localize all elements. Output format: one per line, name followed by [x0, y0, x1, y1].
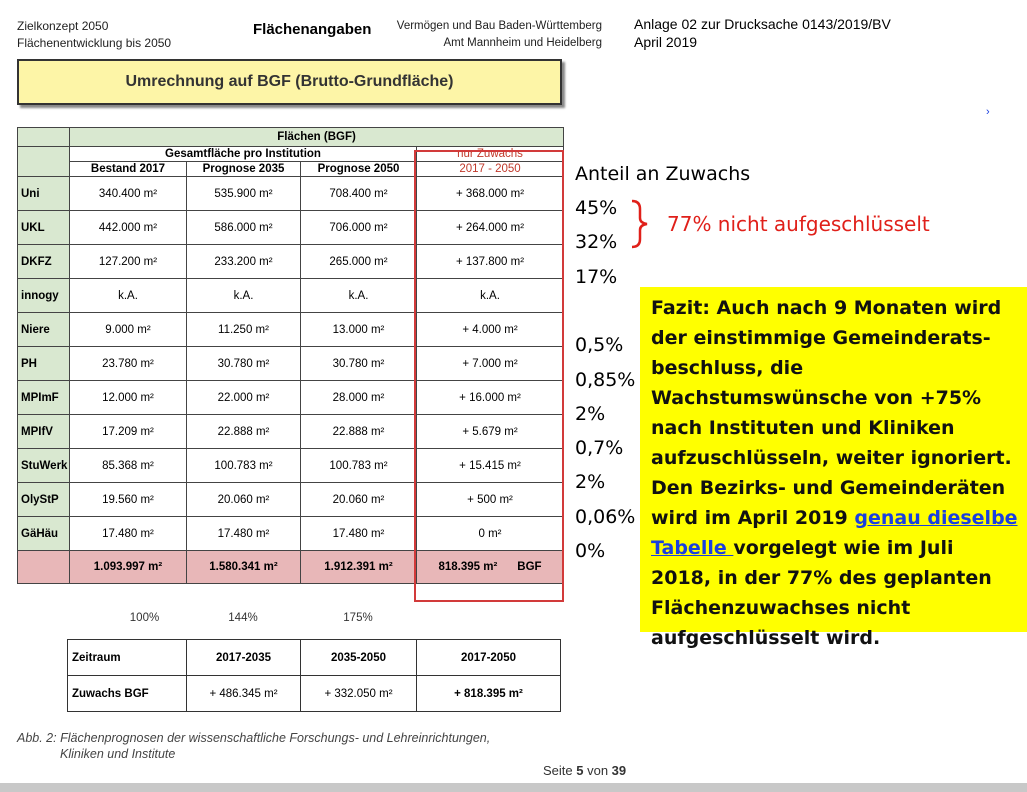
anlage-ref: Anlage 02 zur Drucksache 0143/2019/BV	[634, 16, 891, 32]
row-label: StuWerk	[18, 449, 70, 483]
sum-cell: 1.093.997 m²	[70, 551, 187, 584]
period-header: 2035-2050	[301, 640, 417, 676]
sum-cell-zuwachs	[417, 551, 564, 584]
figure-caption	[17, 730, 490, 762]
table-row	[18, 177, 564, 211]
share-value: 0,7%	[575, 437, 624, 460]
header-subtitle: Flächenentwicklung bis 2050	[17, 36, 172, 50]
header-anlage	[634, 15, 891, 51]
zuwachs-cell: + 16.000 m²	[417, 381, 564, 415]
table-row	[18, 347, 564, 381]
area-cell: 340.400 m²	[70, 177, 187, 211]
header-right	[380, 18, 602, 52]
fazit-text-before: Fazit: Auch nach 9 Monaten wird der einstimmige Gemeinderats-beschluss, die Wachstumswünsche von +75% nach Instituten und Kliniken aufzuschlüsseln, weiter ignoriert. Den Bezirks- und Gemeinderäten wird im April 2019	[651, 297, 1012, 529]
fazit-box	[640, 287, 1027, 649]
table-row	[18, 381, 564, 415]
page-total: 39	[611, 763, 627, 778]
area-cell: 708.400 m²	[301, 177, 417, 211]
area-cell: k.A.	[70, 279, 187, 313]
column-header: 2017 - 2050	[417, 162, 564, 177]
page-prefix: Seite	[543, 763, 577, 778]
zuwachs-cell: + 15.415 m²	[417, 449, 564, 483]
table-row	[18, 279, 564, 313]
table-row	[18, 211, 564, 245]
area-cell: 100.783 m²	[301, 449, 417, 483]
table-corner	[18, 128, 70, 147]
area-cell: 265.000 m²	[301, 245, 417, 279]
row-label: MPIfV	[18, 415, 70, 449]
area-cell: 20.060 m²	[187, 483, 301, 517]
share-value: 0,85%	[575, 368, 636, 391]
area-cell: k.A.	[187, 279, 301, 313]
area-cell: 17.209 m²	[70, 415, 187, 449]
area-cell: 17.480 m²	[301, 517, 417, 551]
area-cell: 23.780 m²	[70, 347, 187, 381]
table-row	[18, 517, 564, 551]
corner-mark: ›	[986, 106, 990, 118]
zuwachs-cell: + 500 m²	[417, 483, 564, 517]
area-table	[17, 127, 564, 584]
row-label: DKFZ	[18, 245, 70, 279]
row-label: Niere	[18, 313, 70, 347]
area-cell: 22.000 m²	[187, 381, 301, 415]
area-cell: 17.480 m²	[70, 517, 187, 551]
period-cell: + 332.050 m²	[301, 676, 417, 712]
row-label: UKL	[18, 211, 70, 245]
area-cell: 20.060 m²	[301, 483, 417, 517]
table-corner-2	[18, 147, 70, 177]
caption-line-2: Kliniken und Institute	[60, 747, 176, 761]
zuwachs-cell: k.A.	[417, 279, 564, 313]
zuwachs-cell: + 137.800 m²	[417, 245, 564, 279]
zuwachs-cell: + 5.679 m²	[417, 415, 564, 449]
percent-2035: 144%	[228, 612, 258, 624]
bracket-label: 77% nicht aufgeschlüsselt	[667, 212, 930, 236]
bottom-bar	[0, 783, 1027, 792]
area-cell: 22.888 m²	[301, 415, 417, 449]
share-value: 0,06%	[575, 505, 636, 528]
area-cell: 233.200 m²	[187, 245, 301, 279]
table-row	[18, 313, 564, 347]
area-cell: 30.780 m²	[187, 347, 301, 381]
period-header: Zeitraum	[68, 640, 187, 676]
row-label: MPImF	[18, 381, 70, 415]
sum-unit: BGF	[517, 561, 542, 573]
header-office: Amt Mannheim und Heidelberg	[443, 37, 602, 49]
period-header: 2017-2050	[417, 640, 561, 676]
table-row	[18, 415, 564, 449]
table-row	[18, 483, 564, 517]
period-row-label: Zuwachs BGF	[68, 676, 187, 712]
area-cell: 586.000 m²	[187, 211, 301, 245]
row-label: innogy	[18, 279, 70, 313]
caption-line-1: Abb. 2: Flächenprognosen der wissenschaftliche Forschungs- und Lehreinrichtungen,	[17, 731, 491, 745]
area-cell: 127.200 m²	[70, 245, 187, 279]
zuwachs-cell: 0 m²	[417, 517, 564, 551]
area-cell: 535.900 m²	[187, 177, 301, 211]
period-table	[67, 639, 561, 712]
column-header: Prognose 2050	[301, 162, 417, 177]
row-label: PH	[18, 347, 70, 381]
row-label: OlyStP	[18, 483, 70, 517]
row-label: GäHäu	[18, 517, 70, 551]
table-row	[18, 245, 564, 279]
page-current: 5	[576, 763, 584, 778]
header-title: Flächenangaben	[253, 21, 372, 38]
sum-zuwachs-value: 818.395 m²	[438, 561, 498, 573]
header-org: Vermögen und Bau Baden-Württemberg	[396, 20, 602, 32]
area-cell: 11.250 m²	[187, 313, 301, 347]
fazit-link[interactable]: genau dieselbe Tabelle	[651, 507, 1018, 559]
share-value: 0%	[575, 540, 606, 562]
page-mid: von	[583, 763, 612, 778]
table-row	[18, 449, 564, 483]
percent-2017: 100%	[129, 612, 160, 624]
share-value: 32%	[575, 231, 618, 254]
area-cell: 100.783 m²	[187, 449, 301, 483]
header-left	[17, 18, 171, 52]
group-header: Flächen (BGF)	[70, 128, 564, 147]
curly-bracket-icon	[628, 199, 654, 249]
zuwachs-cell: + 7.000 m²	[417, 347, 564, 381]
page-number	[543, 763, 626, 778]
sum-cell: 1.912.391 m²	[301, 551, 417, 584]
row-label: Uni	[18, 177, 70, 211]
banner-title: Umrechnung auf BGF (Brutto-Grundfläche)	[17, 59, 562, 105]
zuwachs-cell: + 4.000 m²	[417, 313, 564, 347]
share-value: 2%	[575, 471, 606, 494]
area-cell: 85.368 m²	[70, 449, 187, 483]
fazit-text-after: vorgelegt wie im Juli 2018, in der 77% des geplanten Flächenzuwachses nicht aufgeschlüsselt wird.	[651, 537, 992, 649]
column-header: Prognose 2035	[187, 162, 301, 177]
period-cell: + 486.345 m²	[187, 676, 301, 712]
anlage-date: April 2019	[634, 34, 698, 50]
area-cell: 22.888 m²	[187, 415, 301, 449]
zuwachs-cell: + 368.000 m²	[417, 177, 564, 211]
header-project: Zielkonzept 2050	[17, 19, 109, 33]
period-header: 2017-2035	[187, 640, 301, 676]
share-value: 0,5%	[575, 334, 624, 357]
period-cell: + 818.395 m²	[417, 676, 561, 712]
area-cell: 19.560 m²	[70, 483, 187, 517]
area-cell: 17.480 m²	[187, 517, 301, 551]
percent-2050: 175%	[343, 612, 373, 624]
column-header: Bestand 2017	[70, 162, 187, 177]
area-cell: 12.000 m²	[70, 381, 187, 415]
share-value: 45%	[575, 197, 618, 219]
anteil-title: Anteil an Zuwachs	[575, 163, 751, 185]
share-value: 17%	[575, 265, 618, 288]
zuwachs-header: nur Zuwachs	[417, 147, 564, 162]
area-cell: 30.780 m²	[301, 347, 417, 381]
area-cell: 28.000 m²	[301, 381, 417, 415]
sub-header: Gesamtfläche pro Institution	[70, 147, 417, 162]
sum-cell: 1.580.341 m²	[187, 551, 301, 584]
area-cell: k.A.	[301, 279, 417, 313]
area-cell: 9.000 m²	[70, 313, 187, 347]
share-value: 2%	[575, 402, 606, 425]
area-cell: 706.000 m²	[301, 211, 417, 245]
area-cell: 442.000 m²	[70, 211, 187, 245]
area-cell: 13.000 m²	[301, 313, 417, 347]
sum-label	[18, 551, 70, 584]
zuwachs-cell: + 264.000 m²	[417, 211, 564, 245]
